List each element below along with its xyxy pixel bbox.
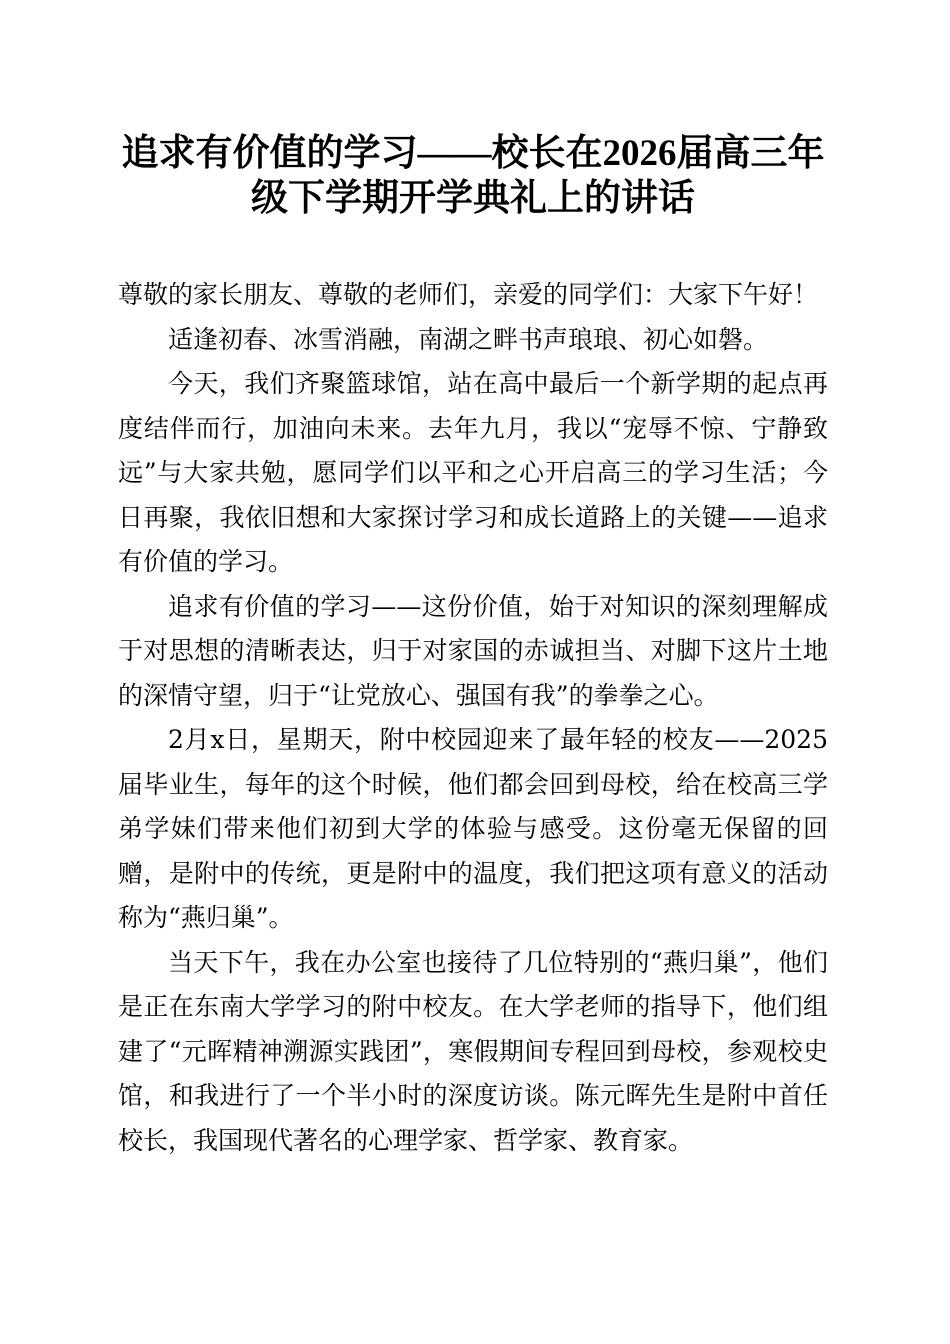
paragraph-alumni-return: 2月x日，星期天，附中校园迎来了最年轻的校友——2025届毕业生，每年的这个时候，他们都会回到母校，给在校高三学弟学妹们带来他们初到大学的体验与感受。这份毫无保留的回赠，是附中的传统，更是附中的温度，我们把这项有意义的活动称为“燕归巢”。 <box>118 725 828 932</box>
document-title: 追求有价值的学习——校长在2026届高三年级下学期开学典礼上的讲话 <box>121 133 825 219</box>
paragraph-value: 追求有价值的学习——这份价值，始于对知识的深刻理解成于对思想的清晰表达，归于对家国的赤诚担当、对脚下这片土地的深情守望，归于“让党放心、强国有我”的拳拳之心。 <box>118 591 828 710</box>
document-body <box>118 273 828 1163</box>
paragraph-office-visit: 当天下午，我在办公室也接待了几位特别的“燕归巢”，他们是正在东南大学学习的附中校友。在大学老师的指导下，他们组建了“元晖精神溯源实践团”，寒假期间专程回到母校，参观校史馆，和我进行了一个半小时的深度访谈。陈元晖先生是附中首任校长，我国现代著名的心理学家、哲学家、教育家。 <box>118 947 828 1155</box>
paragraph-opening: 适逢初春、冰雪消融，南湖之畔书声琅琅、初心如磐。 <box>168 324 769 354</box>
paragraph-greeting: 尊敬的家长朋友、尊敬的老师们，亲爱的同学们：大家下午好！ <box>118 280 819 309</box>
paragraph-today: 今天，我们齐聚篮球馆，站在高中最后一个新学期的起点再度结伴而行，加油向未来。去年九月，我以“宠辱不惊、宁静致远”与大家共勉，愿同学们以平和之心开启高三的学习生活；今日再聚，我依旧想和大家探讨学习和成长道路上的关键——追求有价值的学习。 <box>118 369 828 576</box>
